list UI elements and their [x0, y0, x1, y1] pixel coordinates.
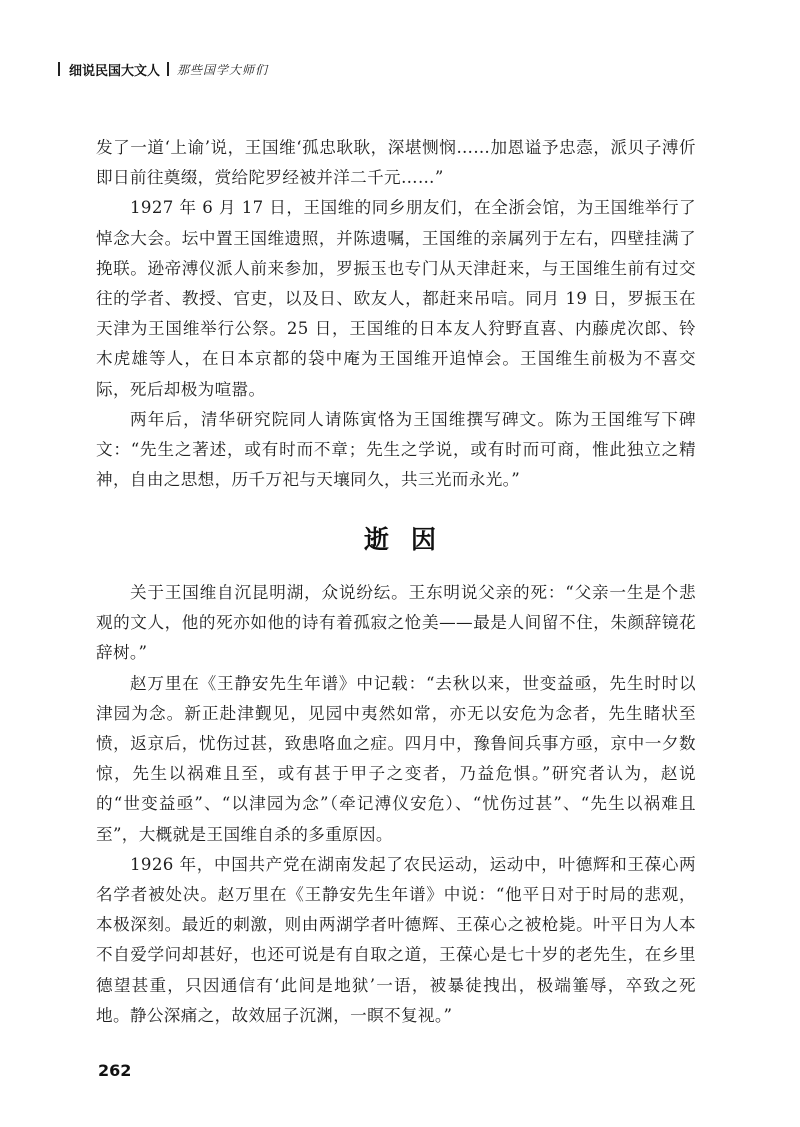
paragraph-zhao-wanli: 赵万里在《王静安先生年谱》中记载：“去秋以来，世变益亟，先生时时以津园为念。新正赴津觐见，见园中夷然如常，亦无以安危为念者，先生睹状至愤，返京后，忧伤过甚，致患咯血之症。四月中，豫鲁间兵事方亟，京中一夕数惊，先生以祸难且至，或有甚于甲子之变者，乃益危惧。”研究者认为，赵说的“世变益亟”、“以津园为念”（牵记溥仪安危）、“忧伤过甚”、“先生以祸难且至”，大概就是王国维自杀的多重原因。 — [96, 673, 696, 844]
paragraph-1926: 1926 年，中国共产党在湖南发起了农民运动，运动中，叶德辉和王葆心两名学者被处决。赵万里在《王静安先生年谱》中说：“他平日对于时局的悲观，本极深刻。最近的刺激，则由两湖学者叶德辉、王葆心之被枪毙。叶平日为人本不自爱学问却甚好，也还可说是有自取之道，王葆心是七十岁的老先生，在乡里德望甚重，只因通信有‘此间是地狱’一语，被暴徒拽出，极端箠辱，卒致之死地。静公深痛之，故效屈子沉渊，一瞑不复视。” — [96, 854, 696, 1025]
section-one-text — [96, 133, 696, 495]
paragraph-epitaph: 两年后，清华研究院同人请陈寅恪为王国维撰写碑文。陈为王国维写下碑文：“先生之著述，或有时而不章；先生之学说，或有时而可商，惟此独立之精神，自由之思想，历千万祀与天壤同久，共三光而永光。” — [96, 409, 696, 490]
header-left-bar — [58, 62, 60, 76]
section-heading: 逝因 — [363, 525, 458, 554]
paragraph-memorial: 1927 年 6 月 17 日，王国维的同乡朋友们，在全浙会馆，为王国维举行了悼念大会。坛中置王国维遗照，并陈遗嘱，王国维的亲属列于左右，四壁挂满了挽联。逊帝溥仪派人前来参加，罗振玉也专门从天津赶来，与王国维生前有过交往的学者、教授、官吏，以及日、欧友人，都赶来吊唁。同月 19 日，罗振玉在天津为王国维举行公祭。25 日，王国维的日本友人狩野直喜、内藤虎次郎、铃木虎雄等人，在日本京都的袋中庵为王国维开追悼会。王国维生前极为不喜交际，死后却极为喧嚣。 — [96, 198, 696, 399]
header-series-title: 那些国学大师们 — [177, 62, 269, 77]
header-divider-bar — [167, 62, 169, 76]
header-book-title: 细说民国大文人 — [69, 63, 161, 79]
paragraph-continued: 发了一道‘上谕’说，王国维‘孤忠耿耿，深堪恻悯……加恩谥予忠悫，派贝子溥伒即日前往奠缀，赏给陀罗经被并洋二千元……” — [96, 138, 696, 188]
section-two-text — [96, 578, 696, 1031]
running-header — [58, 58, 268, 80]
paragraph-theories: 关于王国维自沉昆明湖，众说纷纭。王东明说父亲的死：“父亲一生是个悲观的文人，他的死亦如他的诗有着孤寂之怆美——最是人间留不住，朱颜辞镜花辞树。” — [96, 583, 696, 663]
page-number: 262 — [98, 1061, 132, 1080]
